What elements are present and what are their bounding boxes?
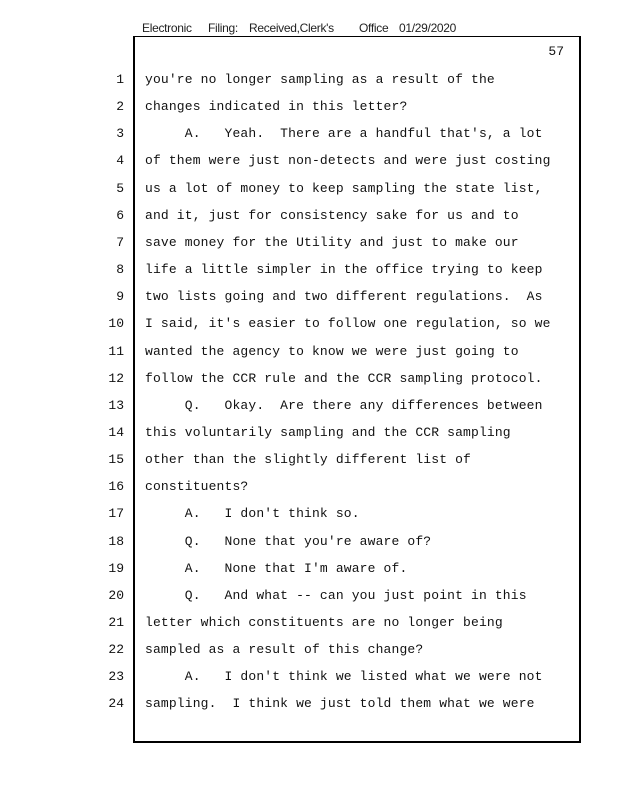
page-border: [133, 36, 581, 743]
line-number: 10: [108, 316, 124, 332]
line-number: 13: [108, 397, 124, 413]
page-number: 57: [548, 44, 564, 59]
transcript-line: sampled as a result of this change?: [145, 642, 424, 658]
transcript-line: this voluntarily sampling and the CCR sampling: [145, 424, 511, 440]
transcript-line: us a lot of money to keep sampling the state list,: [145, 180, 543, 196]
stamp-received: Received,Clerk's: [249, 21, 334, 35]
line-number: 19: [108, 560, 124, 576]
transcript-line: two lists going and two different regulations. As: [145, 289, 543, 305]
transcript-line: A. None that I'm aware of.: [145, 560, 408, 576]
line-number: 11: [108, 343, 124, 359]
transcript-line: wanted the agency to know we were just going to: [145, 343, 519, 359]
transcript-line: other than the slightly different list of: [145, 452, 472, 468]
transcript-line: I said, it's easier to follow one regulation, so we: [145, 316, 551, 332]
line-number: 5: [116, 180, 124, 196]
transcript-line: Q. None that you're aware of?: [145, 533, 432, 549]
line-number: 15: [108, 452, 124, 468]
line-number: 14: [108, 424, 124, 440]
transcript-line: you're no longer sampling as a result of the: [145, 72, 495, 87]
line-number: 21: [108, 615, 124, 630]
transcript-line: constituents?: [145, 479, 249, 495]
line-number: 22: [108, 642, 124, 658]
line-number: 7: [116, 234, 124, 250]
line-number: 17: [108, 506, 124, 522]
line-number: 6: [116, 207, 124, 223]
transcript-line: changes indicated in this letter?: [145, 99, 408, 115]
stamp-filing: Filing:: [208, 21, 238, 35]
transcript-line: Q. Okay. Are there any differences between: [145, 397, 543, 413]
transcript-line: A. I don't think so.: [145, 506, 360, 522]
line-number: 1: [116, 72, 124, 87]
transcript-line: Q. And what -- can you just point in this: [145, 587, 527, 603]
transcript-line: of them were just non-detects and were just costing: [145, 153, 551, 169]
line-number: 12: [108, 370, 124, 386]
line-number: 8: [116, 262, 124, 278]
line-number: 24: [108, 696, 124, 712]
line-number: 23: [108, 669, 124, 685]
line-number: 18: [108, 533, 124, 549]
stamp-office: Office: [359, 21, 389, 35]
stamp-date: 01/29/2020: [399, 21, 457, 35]
line-number: 16: [108, 479, 124, 495]
transcript-line: letter which constituents are no longer being: [145, 615, 503, 630]
transcript-line: and it, just for consistency sake for us and to: [145, 207, 519, 223]
transcript-line: A. I don't think we listed what we were not: [145, 669, 543, 685]
line-number: 4: [116, 153, 124, 169]
transcript-line: A. Yeah. There are a handful that's, a lot: [145, 126, 543, 142]
line-number: 2: [116, 99, 124, 115]
line-number: 9: [116, 289, 124, 305]
line-number: 3: [116, 126, 124, 142]
line-number: 20: [108, 587, 124, 603]
transcript-line: follow the CCR rule and the CCR sampling protocol.: [145, 370, 543, 386]
transcript-line: life a little simpler in the office trying to keep: [145, 262, 543, 278]
stamp-electronic: Electronic: [142, 21, 192, 35]
transcript-line: save money for the Utility and just to make our: [145, 234, 519, 250]
transcript-line: sampling. I think we just told them what we were: [145, 696, 535, 712]
